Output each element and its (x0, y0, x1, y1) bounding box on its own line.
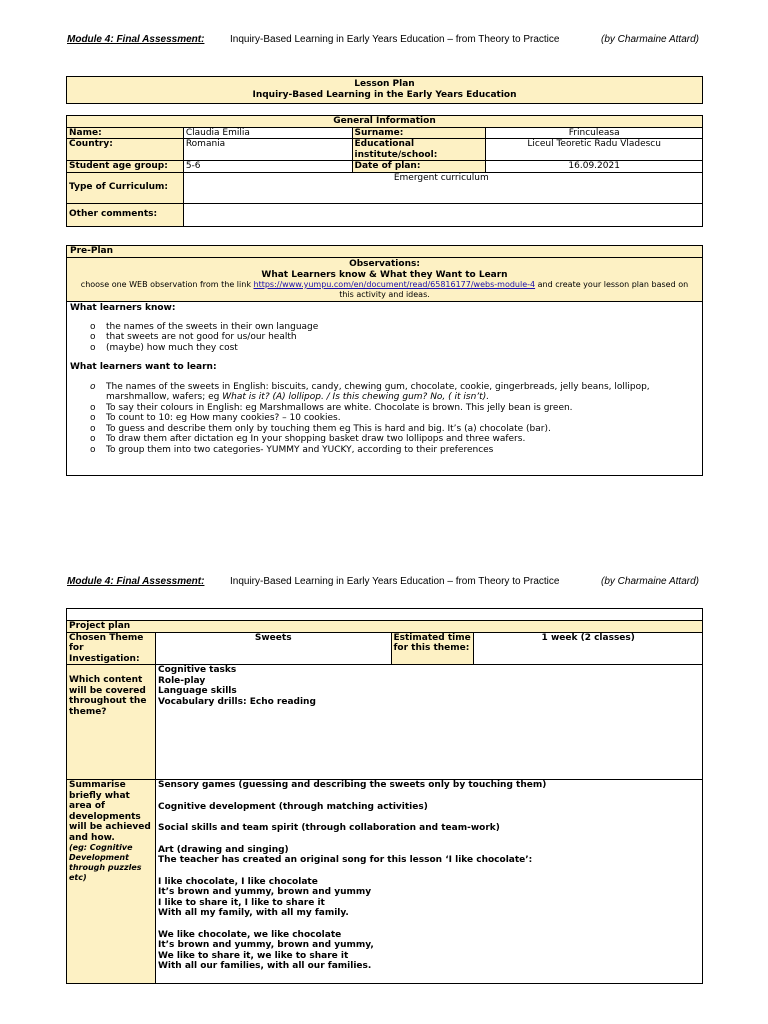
summary-label: Summarise briefly what area of developments will be achieved and how. (69, 780, 151, 843)
theme-label: Chosen Theme for Investigation: (67, 632, 156, 665)
list-item: o To say their colours in English: eg Marshmallows are white. Chocolate is brown. This jelly bean is green. (90, 402, 573, 413)
curriculum-label: Type of Curriculum: (67, 172, 184, 203)
country-label: Country: (67, 139, 184, 161)
summary-cognitive: Cognitive development (through matching activities) (157, 801, 428, 812)
date-label: Date of plan: (352, 161, 486, 173)
time-label: Estimated time for this theme: (391, 632, 474, 665)
age-value: 5-6 (183, 161, 352, 173)
institute-value: Liceul Teoretic Radu Vladescu (486, 139, 703, 161)
date-value: 16.09.2021 (486, 161, 703, 173)
country-value: Romania (183, 139, 352, 161)
list-item: o The names of the sweets in English: biscuits, candy, chewing gum, chocolate, cookie, gingerbreads, jelly beans, lollipop, marshmallow, wafers; eg What is it? (A) lollipop. / Is this chewing gum? No, ( it isn’t). (90, 381, 650, 402)
lesson-plan-line2: Inquiry-Based Learning in the Early Years Education (252, 90, 517, 100)
song-verse-2 (158, 930, 700, 972)
list-item: o To count to 10: eg How many cookies? – 10 cookies. (90, 413, 341, 423)
song-line: It’s brown and yummy, brown and yummy (157, 887, 372, 897)
observations-subtitle: What Learners know & What they Want to Learn (261, 269, 508, 280)
summary-sensory: Sensory games (guessing and describing the sweets only by touching them) (157, 780, 547, 790)
author-2: (by Charmaine Attard) (601, 576, 699, 587)
list-item: o To guess and describe them only by touching them eg This is hard and big. It’s (a) chocolate (bar). (90, 423, 551, 434)
know-list (70, 322, 699, 354)
list-item: Vocabulary drills: Echo reading (157, 696, 316, 707)
song-verse-1 (158, 877, 700, 919)
curriculum-value: Emergent curriculum (183, 172, 702, 203)
song-line: We like to share it, we like to share it (157, 950, 349, 961)
comments-label: Other comments: (67, 203, 184, 226)
name-label: Name: (67, 127, 184, 139)
list-item: Cognitive tasks (157, 665, 237, 675)
module-title: Module 4: Final Assessment: (67, 34, 205, 45)
preplan-title: Pre-Plan (67, 246, 702, 258)
want-list (70, 382, 699, 456)
song-line: With all our families, with all our families. (157, 961, 372, 971)
surname-label: Surname: (352, 127, 486, 139)
name-value: Claudia Emilia (183, 127, 352, 139)
time-value: 1 week (2 classes) (474, 632, 703, 665)
list-item: o To draw them after dictation eg In your shopping basket draw two lollipops and three wafers. (90, 434, 526, 444)
list-item: o To group them into two categories- YUMMY and YUCKY, according to their preferences (90, 444, 494, 455)
song-line: It’s brown and yummy, brown and yummy, (157, 940, 374, 950)
content-label: Which content will be covered throughout the theme? (67, 665, 156, 780)
general-info-title: General Information (67, 116, 703, 128)
institute-label: Educational institute/school: (352, 139, 486, 161)
content-value (155, 665, 702, 780)
observations-instructions (75, 280, 694, 300)
song-line: I like chocolate, I like chocolate (157, 876, 318, 887)
song-line: With all my family, with all my family. (157, 908, 349, 918)
list-item: o that sweets are not good for us/our health (90, 332, 297, 342)
project-plan-title: Project plan (67, 621, 703, 633)
project-plan-table (66, 620, 703, 984)
general-info-table (66, 115, 703, 227)
want-title: What learners want to learn: (70, 362, 217, 372)
preplan-content (67, 302, 702, 456)
lesson-plan-line1: Lesson Plan (354, 79, 415, 89)
know-title: What learners know: (70, 303, 176, 313)
summary-label-cell (67, 780, 156, 984)
observations-header (67, 258, 702, 302)
course-title: Inquiry-Based Learning in Early Years Education – from Theory to Practice (230, 34, 560, 45)
age-label: Student age group: (67, 161, 184, 173)
author: (by Charmaine Attard) (601, 34, 699, 45)
preplan-box (66, 245, 703, 476)
comments-value (183, 203, 702, 226)
webs-module-link[interactable]: https://www.yumpu.com/en/document/read/65816177/webs-module-4 (253, 280, 536, 289)
theme-value: Sweets (155, 632, 391, 665)
summary-song-intro: The teacher has created an original song for this lesson ‘I like chocolate’: (157, 855, 533, 865)
summary-social: Social skills and team spirit (through collaboration and team-work) (157, 823, 500, 833)
summary-value (155, 780, 702, 984)
song-line: I like to share it, I like to share it (157, 897, 325, 908)
instructions-after: and create your lesson plan based on this activity and ideas. (339, 280, 689, 299)
instructions-before: choose one WEB observation from the link (80, 280, 254, 289)
course-title-2: Inquiry-Based Learning in Early Years Education – from Theory to Practice (230, 576, 560, 587)
song-line: We like chocolate, we like chocolate (157, 929, 342, 940)
list-item: o (maybe) how much they cost (90, 342, 238, 353)
list-item: Role-play (157, 675, 206, 686)
lesson-plan-title-box (66, 76, 703, 104)
summary-art: Art (drawing and singing) (157, 844, 289, 855)
observations-title: Observations: (349, 259, 420, 269)
surname-value: Frinculeasa (486, 127, 703, 139)
list-item: Language skills (157, 686, 237, 696)
project-plan-box (66, 608, 703, 984)
module-title-2: Module 4: Final Assessment: (67, 576, 205, 587)
summary-example: (eg: Cognitive Development through puzzles etc) (69, 843, 142, 882)
list-item: o the names of the sweets in their own language (90, 321, 319, 332)
